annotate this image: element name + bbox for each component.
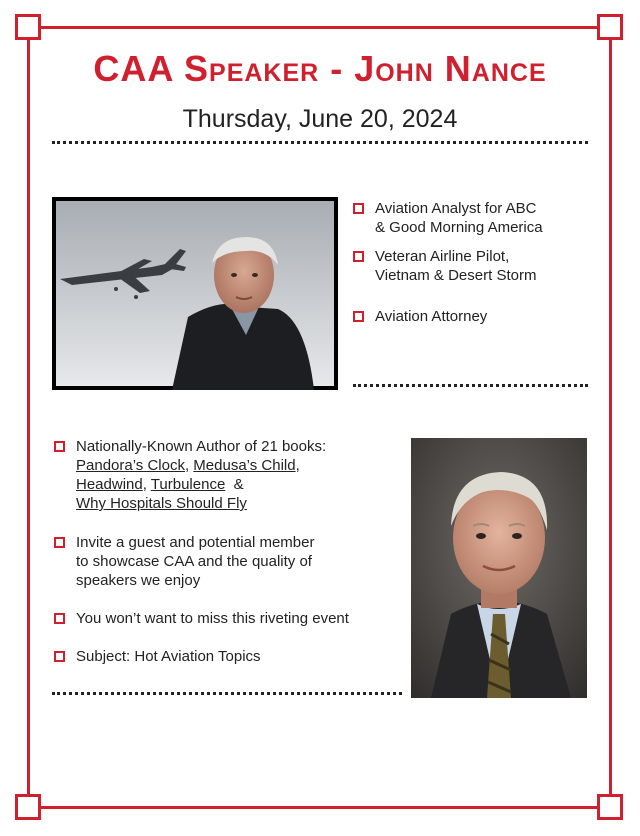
divider-header: [52, 141, 588, 144]
book-title-headwind[interactable]: Headwind: [76, 476, 143, 493]
frame-right: [609, 27, 612, 809]
bullet-square-icon: [54, 651, 65, 662]
book-title-pandoras-clock[interactable]: Pandora’s Clock,: [76, 457, 190, 474]
event-date: Thursday, June 20, 2024: [182, 105, 458, 133]
list-item: Subject: Hot Aviation Topics: [54, 647, 399, 666]
top-bullet-list: [353, 199, 603, 326]
book-title-why-hospitals-should-fly[interactable]: Why Hospitals Should Fly: [76, 495, 247, 512]
corner-top-left: [15, 14, 41, 40]
bullet-square-icon: [54, 441, 65, 452]
bullet-square-icon: [54, 613, 65, 624]
frame-left: [27, 27, 30, 809]
book-title-turbulence[interactable]: Turbulence: [150, 476, 226, 493]
list-item: Veteran Airline Pilot, Vietnam & Desert Storm: [353, 247, 603, 285]
book-title-medusas-child[interactable]: Medusa’s Child: [193, 457, 296, 474]
bullet-square-icon: [353, 311, 364, 322]
bottom-bullet-list: [54, 437, 399, 666]
corner-bottom-right: [597, 794, 623, 820]
divider-bottom: [52, 692, 402, 695]
bullet-square-icon: [54, 537, 65, 548]
list-item: You won’t want to miss this riveting event: [54, 609, 399, 628]
bullet-square-icon: [353, 203, 364, 214]
corner-bottom-left: [15, 794, 41, 820]
divider-middle: [353, 384, 588, 387]
frame-top: [27, 26, 611, 29]
speaker-portrait-photo: [411, 438, 587, 698]
bullet-square-icon: [353, 251, 364, 262]
list-item: Aviation Analyst for ABC & Good Morning America: [353, 199, 603, 237]
list-item-author: Nationally-Known Author of 21 books: Pandora’s Clock, Medusa’s Child, Headwind, Turbulence & Why Hospitals Should Fly: [54, 437, 399, 513]
list-item: Aviation Attorney: [353, 307, 603, 326]
page-title: CAA Speaker - John Nance: [93, 48, 547, 89]
speaker-photo-airplane: [52, 197, 338, 390]
frame-bottom: [27, 806, 611, 809]
corner-top-right: [597, 14, 623, 40]
list-item: Invite a guest and potential member to showcase CAA and the quality of speakers we enjoy: [54, 533, 399, 590]
